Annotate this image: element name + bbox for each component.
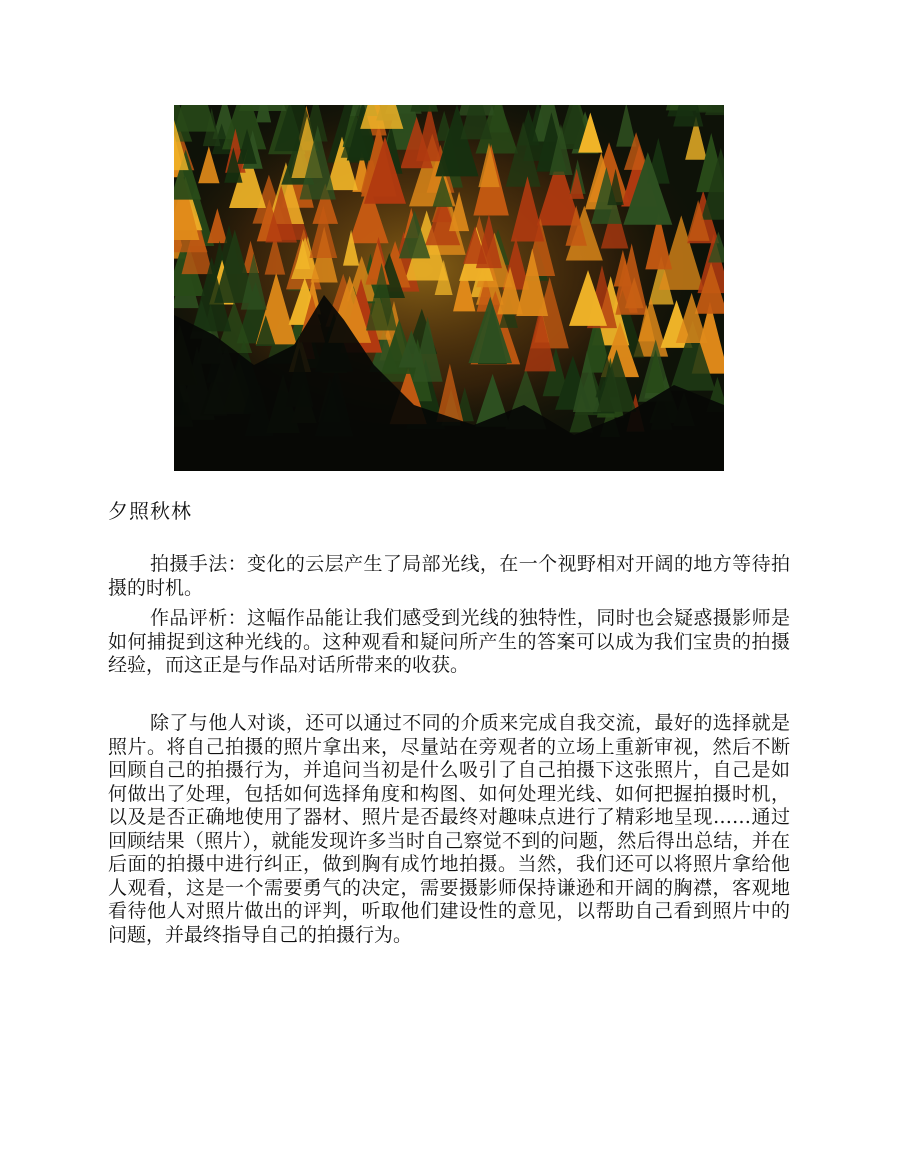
tree-shape: [410, 105, 438, 112]
paragraph-analysis: 作品评析：这幅作品能让我们感受到光线的独特性，同时也会疑惑摄影师是如何捕捉到这种光线的。这种观看和疑问所产生的答案可以成为我们宝贵的拍摄经验，而这正是与作品对话所带来的收获。: [108, 607, 790, 676]
paragraph-reflection: 除了与他人对谈，还可以通过不同的介质来完成自我交流，最好的选择就是照片。将自己拍摄的照片拿出来，尽量站在旁观者的立场上重新审视，然后不断回顾自己的拍摄行为，并追问当初是什么吸引了自己拍摄下这张照片，自己是如何做出了处理，包括如何选择角度和构图、如何处理光线、如何把握拍摄时机，以及是否正确地使用了器材、照片是否最终对趣味点进行了精彩地呈现……通过回顾结果（照片），就能发现许多当时自己察觉不到的问题，然后得出总结，并在后面的拍摄中进行纠正，做到胸有成竹地拍摄。当然，我们还可以将照片拿给他人观看，这是一个需要勇气的决定，需要摄影师保持谦逊和开阔的胸襟，客观地看待他人对照片做出的评判，听取他们建设性的意见，以帮助自己看到照片中的问题，并最终指导自己的拍摄行为。: [108, 712, 790, 946]
forest-illustration: [174, 105, 724, 471]
autumn-forest-photo: [174, 105, 724, 471]
paragraph-technique: 拍摄手法：变化的云层产生了局部光线，在一个视野相对开阔的地方等待拍摄的时机。: [108, 553, 790, 599]
photo-caption: 夕照秋林: [108, 499, 192, 523]
tree-shape: [360, 105, 403, 129]
